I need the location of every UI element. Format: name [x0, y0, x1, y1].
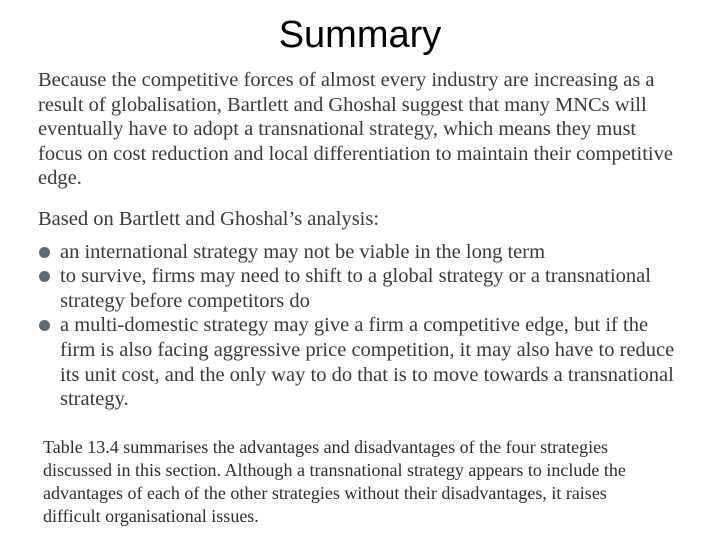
lead-in-paragraph: Based on Bartlett and Ghoshal’s analysis: — [38, 207, 380, 230]
bullet-text: an international strategy may not be viable in the long term — [60, 240, 546, 263]
bullet-text: a multi-domestic strategy may give a firm a competitive edge, but if the firm is also facing aggressive price competition, it may also have to reduce its unit cost, and the only way to do that is to move towards a transnational strategy. — [60, 314, 675, 411]
bullet-dot-icon — [39, 320, 50, 331]
bullet-text: to survive, firms may need to shift to a global strategy or a transnational strategy before competitors do — [60, 265, 651, 312]
bullet-item — [38, 264, 683, 313]
bullet-dot-icon — [39, 271, 50, 282]
bullet-item — [38, 240, 683, 265]
intro-paragraph: Because the competitive forces of almost every industry are increasing as a result of globalisation, Bartlett and Ghoshal suggest that many MNCs will eventually have to adopt a transnational strategy, which means they must focus on cost reduction and local differentiation to maintain their competitive edge. — [38, 69, 673, 190]
scanned-text-block — [38, 68, 683, 412]
bullet-item — [38, 313, 683, 411]
closing-paragraph: Table 13.4 summarises the advantages and disadvantages of the four strategies discussed in this section. Although a transnational strategy appears to include the advantages of each of the other strategies without their disadvantages, it raises difficult organisational issues. — [43, 437, 626, 526]
slide-title: Summary — [278, 14, 442, 56]
bullet-list — [38, 240, 683, 412]
bullet-dot-icon — [39, 247, 50, 258]
